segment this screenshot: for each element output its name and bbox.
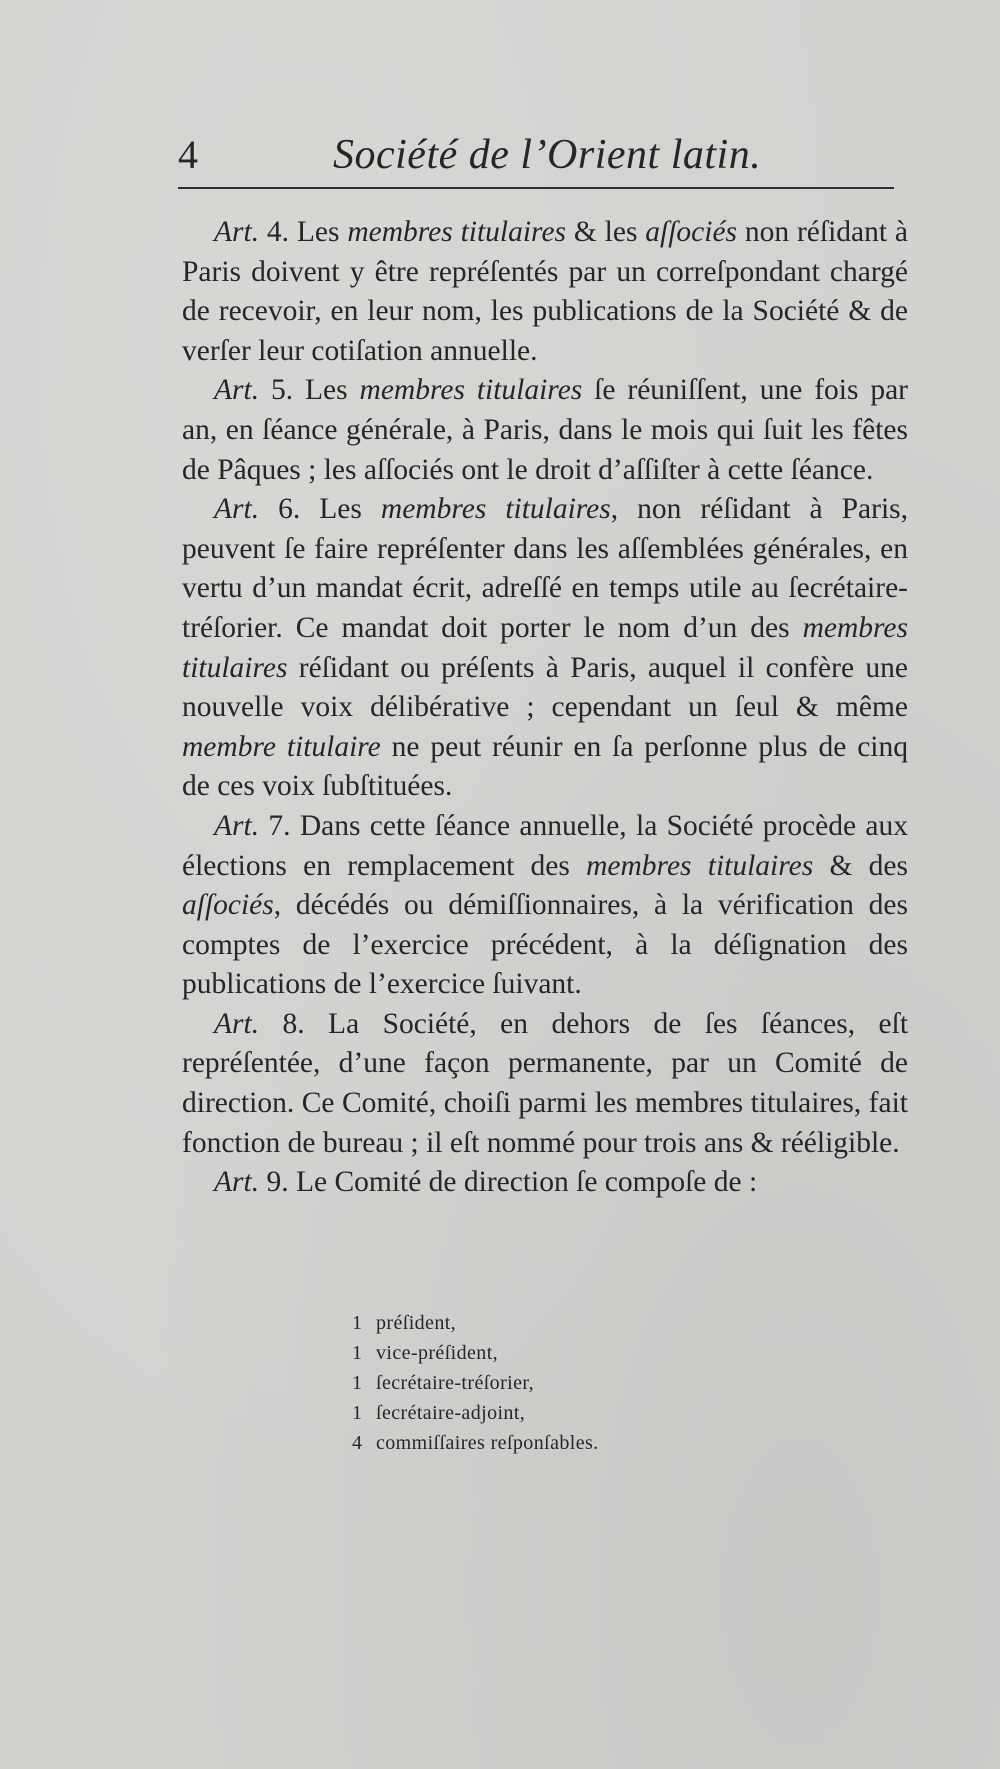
header-rule — [178, 187, 894, 189]
member-role: préſident, — [376, 1312, 457, 1334]
italic-term: membre titulaire — [182, 730, 381, 763]
list-item — [352, 1398, 772, 1428]
text-run: , non réſidant à Paris, peuvent ſe faire repréſenter dans les aſſemblées générales, en vertu d’un mandat écrit, adreſſé en temps utile au ſecrétaire-tréſorier. Ce mandat doit porter le nom d’un des — [182, 493, 909, 644]
text-run: Le Comité de direction ſe compoſe de : — [295, 1166, 758, 1199]
member-role: vice-préſident, — [376, 1342, 499, 1364]
article-label: Art. — [214, 374, 260, 407]
article-number: 7. — [268, 809, 291, 842]
article-number: 5. — [270, 374, 294, 407]
article-number: 8. — [282, 1007, 305, 1040]
italic-term: membres titulaires — [380, 493, 611, 526]
article-label: Art. — [214, 1166, 260, 1199]
article-label: Art. — [214, 809, 260, 842]
article-label: Art. — [214, 493, 260, 526]
committee-composition-list — [352, 1308, 772, 1458]
list-item — [352, 1368, 772, 1398]
italic-term: aſſociés — [645, 216, 738, 248]
article-6 — [182, 490, 908, 807]
article-number: 4. — [266, 216, 290, 248]
list-item — [352, 1428, 772, 1458]
italic-term: membres titulaires — [586, 849, 814, 882]
member-count: 1 — [352, 1372, 363, 1394]
text-run: & les — [566, 216, 646, 248]
list-item — [352, 1308, 772, 1338]
article-4 — [182, 213, 908, 371]
text-run: réſidant ou préſents à Paris, auquel il confère une nouvelle voix délibérative ; cependant un ſeul & même — [182, 651, 908, 724]
page-header — [178, 125, 898, 185]
article-label: Art. — [214, 1007, 260, 1040]
article-number: 6. — [278, 493, 301, 526]
italic-term: aſſociés — [182, 889, 274, 922]
italic-term: membres titulaires — [182, 611, 908, 684]
list-item — [352, 1338, 772, 1368]
member-role: commiſſaires reſponſables. — [376, 1432, 599, 1454]
article-9 — [182, 1163, 908, 1203]
text-run: ne peut réunir en ſa perſonne plus de cinq de ces voix ſubſtituées. — [182, 730, 908, 803]
article-7 — [182, 807, 908, 1005]
member-count: 1 — [352, 1312, 363, 1334]
member-role: ſecrétaire-tréſorier, — [376, 1372, 535, 1394]
text-run: La Société, en dehors de ſes ſéances, eſt repréſentée, d’une façon permanente, par un Comité de direction. Ce Comité, choiſi parmi les membres titulaires, fait fonction de bureau ; il eſt nommé pour trois ans & rééligible. — [182, 1007, 909, 1159]
article-number: 9. — [266, 1166, 289, 1199]
italic-term: membres titulaires — [347, 216, 567, 248]
text-run: non réſidant à Paris doivent y être repréſentés par un correſpondant chargé de recevoir, en leur nom, les publications de la Société & de verſer leur cotiſation annuelle. — [182, 216, 909, 367]
article-8 — [182, 1005, 908, 1163]
text-run: ſe réuniſſent, une fois par an, en ſéance générale, à Paris, dans le mois qui ſuit les fêtes de Pâques ; les aſſociés ont le droit d’aſſiſter à cette ſéance. — [182, 374, 909, 486]
article-label: Art. — [214, 216, 260, 248]
text-run: Les — [296, 216, 348, 248]
member-count: 4 — [352, 1432, 363, 1454]
article-text — [182, 213, 908, 1203]
text-run: Les — [305, 374, 360, 407]
italic-term: membres titulaires — [359, 374, 583, 407]
text-run: & des — [813, 849, 908, 882]
text-run: , décédés ou démiſſionnaires, à la vérification des comptes de l’exercice précédent, à la déſignation des publications de l’exercice ſuivant. — [182, 889, 908, 1001]
member-role: ſecrétaire-adjoint, — [376, 1402, 526, 1424]
article-5 — [182, 371, 908, 490]
member-count: 1 — [352, 1402, 363, 1424]
text-run: Dans cette ſéance annuelle, la Société procède aux élections en remplacement des — [182, 809, 908, 882]
page-number: 4 — [178, 132, 198, 177]
text-run: Les — [319, 493, 381, 526]
running-title: Société de l’Orient latin. — [333, 132, 762, 178]
member-count: 1 — [352, 1342, 363, 1364]
